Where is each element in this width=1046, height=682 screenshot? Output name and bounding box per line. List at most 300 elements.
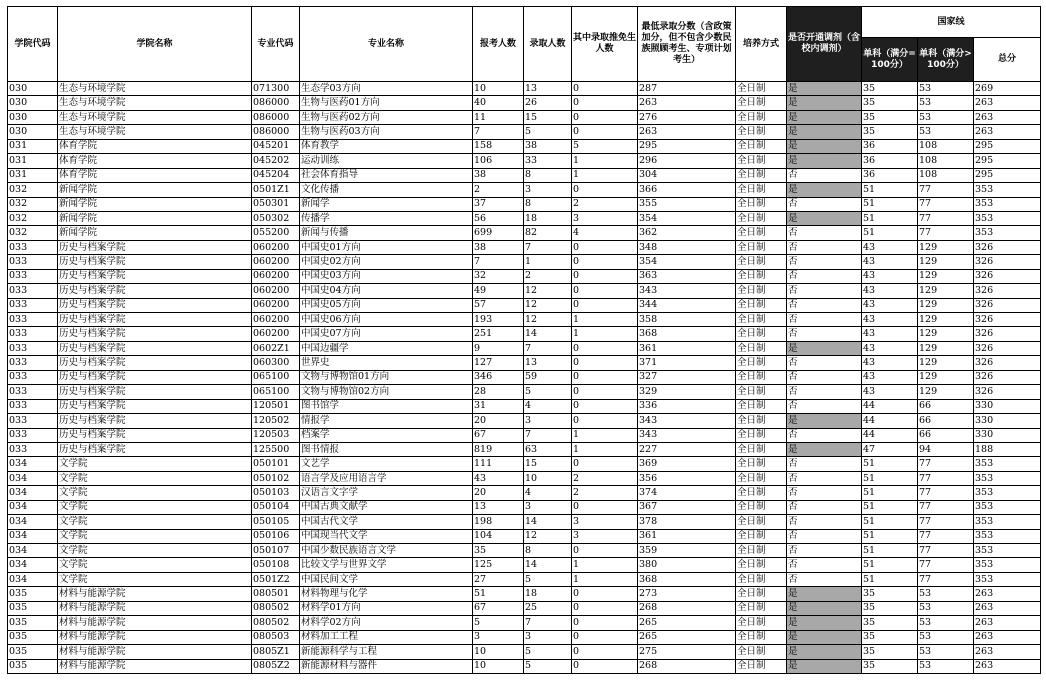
cell-adjust: 是 (787, 616, 862, 630)
cell-total: 353 (974, 529, 1041, 543)
cell-single-100: 51 (862, 471, 918, 485)
cell-major-name: 生态学03方向 (300, 82, 473, 96)
cell-applicants: 7 (473, 255, 524, 269)
cell-major-name: 图书情报 (300, 442, 473, 456)
cell-adjust: 否 (787, 255, 862, 269)
cell-college-code: 035 (8, 630, 58, 644)
cell-college-code: 030 (8, 82, 58, 96)
cell-college-code: 032 (8, 211, 58, 225)
cell-min-score: 295 (638, 139, 736, 153)
cell-exempt: 0 (572, 269, 638, 283)
header-study-mode: 培养方式 (736, 7, 787, 82)
cell-applicants: 49 (473, 284, 524, 298)
cell-adjust: 否 (787, 298, 862, 312)
cell-min-score: 371 (638, 356, 736, 370)
table-row (8, 82, 1041, 96)
cell-single-100: 43 (862, 284, 918, 298)
cell-major-name: 生物与医药01方向 (300, 96, 473, 110)
cell-major-code: 060200 (252, 327, 300, 341)
cell-single-100: 51 (862, 500, 918, 514)
cell-applicants: 198 (473, 515, 524, 529)
cell-major-name: 材料学02方向 (300, 616, 473, 630)
cell-admitted: 13 (524, 82, 572, 96)
cell-single-100: 43 (862, 327, 918, 341)
cell-exempt: 0 (572, 298, 638, 312)
cell-single-gt100: 129 (918, 240, 974, 254)
cell-admitted: 3 (524, 500, 572, 514)
cell-adjust: 否 (787, 529, 862, 543)
cell-college-code: 033 (8, 341, 58, 355)
cell-exempt: 1 (572, 168, 638, 182)
cell-exempt: 2 (572, 471, 638, 485)
cell-major-code: 055200 (252, 226, 300, 240)
cell-min-score: 366 (638, 183, 736, 197)
cell-adjust: 否 (787, 313, 862, 327)
cell-admitted: 12 (524, 313, 572, 327)
cell-major-name: 汉语言文字学 (300, 486, 473, 500)
cell-college-name: 文学院 (58, 544, 252, 558)
cell-exempt: 3 (572, 529, 638, 543)
cell-college-name: 体育学院 (58, 154, 252, 168)
cell-study-mode: 全日制 (736, 471, 787, 485)
cell-total: 295 (974, 168, 1041, 182)
cell-total: 353 (974, 471, 1041, 485)
cell-single-gt100: 53 (918, 645, 974, 659)
table-header (8, 7, 1041, 82)
cell-major-name: 社会体育指导 (300, 168, 473, 182)
cell-single-gt100: 53 (918, 616, 974, 630)
cell-study-mode: 全日制 (736, 616, 787, 630)
cell-major-code: 080501 (252, 587, 300, 601)
cell-exempt: 0 (572, 399, 638, 413)
cell-exempt: 0 (572, 645, 638, 659)
cell-major-name: 中国边疆学 (300, 341, 473, 355)
cell-applicants: 3 (473, 630, 524, 644)
cell-study-mode: 全日制 (736, 428, 787, 442)
cell-major-code: 050107 (252, 544, 300, 558)
cell-admitted: 15 (524, 457, 572, 471)
cell-adjust: 是 (787, 442, 862, 456)
cell-college-code: 031 (8, 154, 58, 168)
cell-single-gt100: 53 (918, 587, 974, 601)
cell-min-score: 265 (638, 616, 736, 630)
cell-major-name: 新闻学 (300, 197, 473, 211)
cell-college-code: 033 (8, 255, 58, 269)
cell-single-gt100: 53 (918, 110, 974, 124)
cell-exempt: 0 (572, 356, 638, 370)
cell-single-gt100: 108 (918, 139, 974, 153)
cell-total: 263 (974, 110, 1041, 124)
cell-study-mode: 全日制 (736, 558, 787, 572)
cell-applicants: 37 (473, 197, 524, 211)
cell-exempt: 0 (572, 385, 638, 399)
cell-applicants: 35 (473, 544, 524, 558)
table-row (8, 110, 1041, 124)
cell-exempt: 2 (572, 197, 638, 211)
cell-major-name: 中国史06方向 (300, 313, 473, 327)
cell-min-score: 354 (638, 255, 736, 269)
admission-table (7, 6, 1041, 674)
cell-college-code: 033 (8, 370, 58, 384)
cell-study-mode: 全日制 (736, 125, 787, 139)
cell-admitted: 12 (524, 298, 572, 312)
cell-single-100: 36 (862, 168, 918, 182)
cell-min-score: 287 (638, 82, 736, 96)
cell-single-gt100: 53 (918, 82, 974, 96)
cell-admitted: 12 (524, 529, 572, 543)
cell-applicants: 10 (473, 659, 524, 673)
header-national-line: 国家线 (862, 7, 1041, 38)
header-exempt: 其中录取推免生人数 (572, 7, 638, 82)
cell-min-score: 268 (638, 659, 736, 673)
cell-single-100: 43 (862, 370, 918, 384)
cell-major-code: 125500 (252, 442, 300, 456)
cell-study-mode: 全日制 (736, 370, 787, 384)
cell-college-name: 材料与能源学院 (58, 659, 252, 673)
cell-total: 353 (974, 558, 1041, 572)
table-row (8, 471, 1041, 485)
cell-college-code: 034 (8, 544, 58, 558)
cell-major-name: 文物与博物馆01方向 (300, 370, 473, 384)
cell-applicants: 251 (473, 327, 524, 341)
cell-adjust: 是 (787, 183, 862, 197)
cell-single-100: 43 (862, 341, 918, 355)
cell-major-code: 045202 (252, 154, 300, 168)
cell-single-100: 51 (862, 211, 918, 225)
cell-total: 353 (974, 515, 1041, 529)
cell-major-name: 文艺学 (300, 457, 473, 471)
cell-major-name: 运动训练 (300, 154, 473, 168)
cell-applicants: 38 (473, 168, 524, 182)
cell-major-name: 中国民间文学 (300, 572, 473, 586)
cell-college-name: 生态与环境学院 (58, 125, 252, 139)
cell-exempt: 1 (572, 558, 638, 572)
cell-college-code: 032 (8, 183, 58, 197)
cell-total: 326 (974, 284, 1041, 298)
cell-major-code: 050101 (252, 457, 300, 471)
cell-exempt: 0 (572, 255, 638, 269)
cell-single-100: 35 (862, 601, 918, 615)
cell-major-name: 文化传播 (300, 183, 473, 197)
cell-total: 353 (974, 572, 1041, 586)
cell-study-mode: 全日制 (736, 96, 787, 110)
cell-major-code: 060200 (252, 240, 300, 254)
cell-total: 188 (974, 442, 1041, 456)
cell-single-100: 35 (862, 125, 918, 139)
cell-total: 295 (974, 154, 1041, 168)
cell-min-score: 273 (638, 587, 736, 601)
table-row (8, 313, 1041, 327)
cell-study-mode: 全日制 (736, 269, 787, 283)
table-row (8, 428, 1041, 442)
cell-study-mode: 全日制 (736, 442, 787, 456)
cell-admitted: 5 (524, 572, 572, 586)
cell-major-name: 生物与医药03方向 (300, 125, 473, 139)
cell-major-code: 060200 (252, 255, 300, 269)
cell-single-100: 36 (862, 154, 918, 168)
cell-adjust: 是 (787, 82, 862, 96)
cell-study-mode: 全日制 (736, 356, 787, 370)
cell-total: 263 (974, 659, 1041, 673)
cell-min-score: 355 (638, 197, 736, 211)
cell-major-name: 中国史04方向 (300, 284, 473, 298)
cell-adjust: 否 (787, 572, 862, 586)
cell-exempt: 0 (572, 457, 638, 471)
cell-major-name: 情报学 (300, 414, 473, 428)
cell-college-code: 031 (8, 168, 58, 182)
cell-study-mode: 全日制 (736, 284, 787, 298)
cell-single-gt100: 94 (918, 442, 974, 456)
cell-college-code: 030 (8, 110, 58, 124)
cell-single-gt100: 77 (918, 197, 974, 211)
cell-single-gt100: 53 (918, 125, 974, 139)
cell-college-code: 033 (8, 385, 58, 399)
table-row (8, 269, 1041, 283)
table-row (8, 197, 1041, 211)
cell-adjust: 是 (787, 139, 862, 153)
cell-single-100: 51 (862, 529, 918, 543)
cell-admitted: 3 (524, 630, 572, 644)
cell-exempt: 5 (572, 139, 638, 153)
watermark: pxwy.cn (958, 4, 1021, 19)
cell-single-100: 44 (862, 399, 918, 413)
cell-major-name: 档案学 (300, 428, 473, 442)
cell-college-name: 历史与档案学院 (58, 414, 252, 428)
table-row (8, 544, 1041, 558)
cell-admitted: 3 (524, 183, 572, 197)
cell-total: 326 (974, 269, 1041, 283)
header-college-code: 学院代码 (8, 7, 58, 82)
cell-adjust: 否 (787, 226, 862, 240)
cell-single-gt100: 129 (918, 298, 974, 312)
cell-single-gt100: 77 (918, 486, 974, 500)
cell-single-gt100: 129 (918, 327, 974, 341)
cell-college-code: 035 (8, 587, 58, 601)
table-row (8, 139, 1041, 153)
cell-adjust: 否 (787, 240, 862, 254)
cell-study-mode: 全日制 (736, 183, 787, 197)
cell-major-code: 120503 (252, 428, 300, 442)
cell-single-100: 43 (862, 313, 918, 327)
cell-college-name: 材料与能源学院 (58, 587, 252, 601)
cell-exempt: 0 (572, 110, 638, 124)
table-row (8, 399, 1041, 413)
cell-major-code: 080503 (252, 630, 300, 644)
cell-major-code: 060300 (252, 356, 300, 370)
cell-single-gt100: 77 (918, 558, 974, 572)
cell-college-code: 034 (8, 529, 58, 543)
cell-single-gt100: 129 (918, 269, 974, 283)
cell-adjust: 是 (787, 341, 862, 355)
cell-applicants: 67 (473, 601, 524, 615)
cell-admitted: 5 (524, 645, 572, 659)
cell-min-score: 268 (638, 601, 736, 615)
cell-major-name: 材料加工工程 (300, 630, 473, 644)
table-row (8, 630, 1041, 644)
cell-major-code: 050108 (252, 558, 300, 572)
cell-exempt: 0 (572, 341, 638, 355)
cell-adjust: 是 (787, 414, 862, 428)
cell-study-mode: 全日制 (736, 630, 787, 644)
cell-admitted: 33 (524, 154, 572, 168)
cell-exempt: 1 (572, 327, 638, 341)
cell-major-name: 新能源科学与工程 (300, 645, 473, 659)
cell-adjust: 否 (787, 428, 862, 442)
cell-exempt: 1 (572, 428, 638, 442)
cell-adjust: 否 (787, 457, 862, 471)
cell-college-name: 历史与档案学院 (58, 399, 252, 413)
cell-applicants: 27 (473, 572, 524, 586)
table-row (8, 385, 1041, 399)
cell-total: 263 (974, 125, 1041, 139)
cell-college-name: 文学院 (58, 529, 252, 543)
cell-college-code: 035 (8, 645, 58, 659)
cell-adjust: 是 (787, 125, 862, 139)
cell-admitted: 7 (524, 341, 572, 355)
cell-applicants: 20 (473, 486, 524, 500)
cell-college-code: 033 (8, 327, 58, 341)
cell-college-code: 034 (8, 572, 58, 586)
cell-major-name: 中国史05方向 (300, 298, 473, 312)
cell-single-gt100: 53 (918, 96, 974, 110)
cell-exempt: 0 (572, 82, 638, 96)
cell-single-100: 43 (862, 356, 918, 370)
cell-single-100: 35 (862, 645, 918, 659)
cell-study-mode: 全日制 (736, 659, 787, 673)
cell-major-code: 0805Z2 (252, 659, 300, 673)
cell-total: 326 (974, 356, 1041, 370)
cell-applicants: 10 (473, 645, 524, 659)
cell-study-mode: 全日制 (736, 226, 787, 240)
cell-adjust: 是 (787, 587, 862, 601)
cell-admitted: 82 (524, 226, 572, 240)
cell-single-gt100: 77 (918, 515, 974, 529)
cell-college-name: 历史与档案学院 (58, 370, 252, 384)
cell-college-code: 033 (8, 399, 58, 413)
cell-major-code: 0501Z2 (252, 572, 300, 586)
table-row (8, 125, 1041, 139)
cell-min-score: 356 (638, 471, 736, 485)
table-row (8, 183, 1041, 197)
cell-exempt: 1 (572, 572, 638, 586)
cell-admitted: 13 (524, 356, 572, 370)
cell-applicants: 111 (473, 457, 524, 471)
table-row (8, 645, 1041, 659)
cell-study-mode: 全日制 (736, 139, 787, 153)
cell-major-code: 050301 (252, 197, 300, 211)
cell-single-gt100: 53 (918, 630, 974, 644)
cell-applicants: 127 (473, 356, 524, 370)
cell-study-mode: 全日制 (736, 486, 787, 500)
cell-admitted: 14 (524, 515, 572, 529)
cell-single-100: 35 (862, 96, 918, 110)
cell-single-100: 51 (862, 457, 918, 471)
cell-admitted: 63 (524, 442, 572, 456)
cell-min-score: 354 (638, 211, 736, 225)
table-row (8, 154, 1041, 168)
cell-single-100: 36 (862, 139, 918, 153)
cell-exempt: 0 (572, 630, 638, 644)
cell-college-code: 032 (8, 197, 58, 211)
cell-total: 330 (974, 414, 1041, 428)
admission-table-container (7, 6, 1041, 674)
cell-major-code: 120501 (252, 399, 300, 413)
table-row (8, 659, 1041, 673)
cell-applicants: 106 (473, 154, 524, 168)
cell-single-gt100: 129 (918, 255, 974, 269)
cell-college-name: 历史与档案学院 (58, 255, 252, 269)
cell-applicants: 10 (473, 82, 524, 96)
cell-adjust: 否 (787, 515, 862, 529)
cell-exempt: 0 (572, 240, 638, 254)
cell-major-name: 中国史07方向 (300, 327, 473, 341)
cell-exempt: 2 (572, 486, 638, 500)
header-single-gt100: 单科（满分>100分） (918, 38, 974, 82)
cell-college-name: 新闻学院 (58, 211, 252, 225)
cell-major-name: 中国史01方向 (300, 240, 473, 254)
cell-college-name: 生态与环境学院 (58, 82, 252, 96)
cell-college-name: 材料与能源学院 (58, 630, 252, 644)
cell-major-name: 中国史03方向 (300, 269, 473, 283)
cell-min-score: 378 (638, 515, 736, 529)
cell-study-mode: 全日制 (736, 601, 787, 615)
cell-applicants: 51 (473, 587, 524, 601)
cell-exempt: 0 (572, 96, 638, 110)
cell-admitted: 59 (524, 370, 572, 384)
cell-adjust: 否 (787, 269, 862, 283)
cell-min-score: 361 (638, 529, 736, 543)
cell-admitted: 8 (524, 544, 572, 558)
cell-major-code: 071300 (252, 82, 300, 96)
cell-adjust: 否 (787, 486, 862, 500)
cell-study-mode: 全日制 (736, 341, 787, 355)
cell-college-code: 030 (8, 96, 58, 110)
table-row (8, 298, 1041, 312)
cell-exempt: 1 (572, 154, 638, 168)
cell-adjust: 否 (787, 370, 862, 384)
cell-major-name: 中国古典文献学 (300, 500, 473, 514)
cell-college-name: 新闻学院 (58, 197, 252, 211)
table-row (8, 457, 1041, 471)
cell-total: 326 (974, 255, 1041, 269)
table-row (8, 168, 1041, 182)
cell-college-name: 历史与档案学院 (58, 284, 252, 298)
cell-admitted: 7 (524, 428, 572, 442)
cell-single-100: 44 (862, 414, 918, 428)
cell-total: 353 (974, 544, 1041, 558)
cell-adjust: 否 (787, 168, 862, 182)
cell-admitted: 8 (524, 197, 572, 211)
cell-applicants: 31 (473, 399, 524, 413)
cell-admitted: 25 (524, 601, 572, 615)
table-row (8, 240, 1041, 254)
cell-college-name: 历史与档案学院 (58, 298, 252, 312)
cell-college-name: 文学院 (58, 558, 252, 572)
table-row (8, 370, 1041, 384)
cell-min-score: 369 (638, 457, 736, 471)
cell-single-100: 51 (862, 515, 918, 529)
cell-college-name: 文学院 (58, 471, 252, 485)
cell-college-name: 材料与能源学院 (58, 616, 252, 630)
table-row (8, 255, 1041, 269)
cell-applicants: 28 (473, 385, 524, 399)
cell-study-mode: 全日制 (736, 298, 787, 312)
cell-admitted: 38 (524, 139, 572, 153)
table-row (8, 616, 1041, 630)
cell-college-name: 历史与档案学院 (58, 356, 252, 370)
cell-total: 326 (974, 327, 1041, 341)
cell-single-gt100: 129 (918, 313, 974, 327)
